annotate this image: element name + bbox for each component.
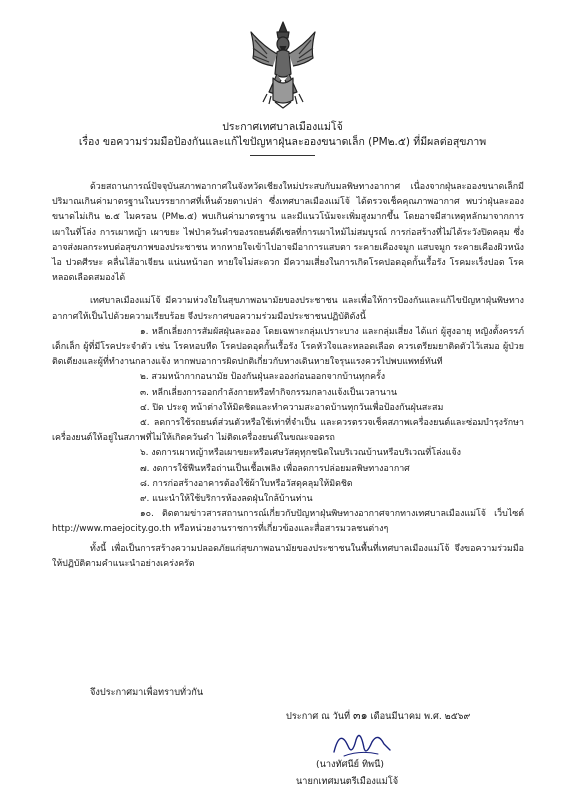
date-day: ๓๑ bbox=[353, 709, 368, 722]
announcement-body bbox=[52, 180, 524, 572]
title-divider bbox=[250, 155, 315, 156]
list-item: ๒. สวมหน้ากากอนามัย ป้องกันฝุ่นละอองก่อนออกจากบ้านทุกครั้ง bbox=[140, 372, 386, 383]
garuda-emblem-icon bbox=[243, 18, 323, 110]
date-month-year: เดือนมีนาคม พ.ศ. ๒๕๖๙ bbox=[370, 711, 471, 722]
signer-position: นายกเทศมนตรีเมืองแม่โจ้ bbox=[296, 776, 399, 787]
paragraph-situation: ด้วยสถานการณ์ปัจจุบันสภาพอากาศในจังหวัดเชียงใหม่ประสบกับมลพิษทางอากาศ เนื่องจากฝุ่นละอองขนาดเล็กมีปริมาณเกินค่ามาตรฐานในบรรยากาศที่เห็นด้วยตาเปล่า ซึ่งเทศบาลเมืองแม่โจ้ ได้ตรวจเช็คคุณภาพอากาศ พบว่าฝุ่นละอองขนาดไม่เกิน ๒.๕ ไมครอน (PM๒.๕) พบเกินค่ามาตรฐาน และมีแนวโน้มจะเพิ่มสูงมากขึ้น โดยอาจมีสาเหตุหลักมาจากการเผาในที่โล่ง การเผาหญ้า เผาขยะ ไฟป่าควันดำของรถยนต์ดีเซลที่การเผาไหม้ไม่สมบูรณ์ การก่อสร้างที่ไม่ได้ระวังปิดคลุม ซึ่งอาจส่งผลกระทบต่อสุขภาพของประชาชน หากหายใจเข้าไปอาจมีอาการแสบตา ระคายเคืองจมูก แสบจมูก ระคายเคืองผิวหนัง ไอ ปวดศีรษะ คลื่นไส้อาเจียน แน่นหน้าอก หายใจไม่สะดวก มีความเสี่ยงในการเกิดโรคปอดอุดกั้นเรื้อรัง โรคมะเร็งปอด โรคหลอดเลือดสมองได้ bbox=[52, 182, 524, 284]
list-item: ๓. หลีกเลี่ยงการออกกำลังกายหรือทำกิจกรรมกลางแจ้งเป็นเวลานาน bbox=[140, 387, 398, 398]
date-prefix: ประกาศ ณ วันที่ bbox=[286, 711, 351, 722]
list-item: ๑. หลีกเลี่ยงการสัมผัสฝุ่นละออง โดยเฉพาะกลุ่มเปราะบาง และกลุ่มเสี่ยง ได้แก่ ผู้สูงอายุ หญิงตั้งครรภ์ เด็กเล็ก ผู้ที่มีโรคประจำตัว เช่น โรคหอบหืด โรคปอดอุดกั้นเรื้อรัง โรคหัวใจและหลอดเลือด ควรเตรียมยาติดตัวไว้เสมอ ผู้ป่วยติดเตียงและผู้ที่ทำงานกลางแจ้ง หากพบอาการผิดปกติเกี่ยวกับทางเดินหายใจรุนแรงควรไปพบแพทย์ทันที bbox=[52, 326, 524, 368]
signer-name: (นางทัศนีย์ ทิพนี) bbox=[316, 759, 384, 770]
paragraph-footer: ทั้งนี้ เพื่อเป็นการสร้างความปลอดภัยแก่สุขภาพอนามัยของประชาชนในพื้นที่เทศบาลเมืองแม่โจ้ จึงขอความร่วมมือให้ปฏิบัติตามคำแนะนำอย่างเคร่งครัด bbox=[52, 543, 524, 569]
closing-line: จึงประกาศมาเพื่อทราบทั่วกัน bbox=[90, 687, 204, 698]
list-item: ๗. งดการใช้ฟืนหรือถ่านเป็นเชื้อเพลิง เพื่อลดการปล่อยมลพิษทางอากาศ bbox=[140, 463, 410, 474]
list-item: ๔. ปิด ประตู หน้าต่างให้มิดชิดและทำความสะอาดบ้านทุกวันเพื่อป้องกันฝุ่นสะสม bbox=[140, 402, 444, 413]
list-item: ๙. แนะนำให้ใช้บริการห้องลดฝุ่นใกล้บ้านท่าน bbox=[140, 494, 313, 505]
list-item: ๖. งดการเผาหญ้าหรือเผาขยะหรือเศษวัสดุทุกชนิดในบริเวณบ้านหรือบริเวณที่โล่งแจ้ง bbox=[140, 448, 461, 459]
list-item: ๑๐. ติดตามข่าวสารสถานการณ์เกี่ยวกับปัญหาฝุ่นพิษทางอากาศจากทางเทศบาลเมืองแม่โจ้ เว็บไซต์ http://www.maejocity.go.th หรือหน่วยงานราชการที่เกี่ยวข้องและสื่อสารมวลชนต่างๆ bbox=[52, 509, 524, 535]
paragraph-request: เทศบาลเมืองแม่โจ้ มีความห่วงใยในสุขภาพอนามัยของประชาชน และเพื่อให้การป้องกันและแก้ไขปัญหาฝุ่นพิษทางอากาศให้เป็นไปด้วยความเรียบร้อย จึงประกาศขอความร่วมมือประชาชนปฏิบัติดังนี้ bbox=[52, 296, 524, 322]
list-item: ๕. ลดการใช้รถยนต์ส่วนตัวหรือใช้เท่าที่จำเป็น และควรตรวจเช็คสภาพเครื่องยนต์และซ่อมบำรุงรักษาเครื่องยนต์ให้อยู่ในสภาพที่ไม่ให้เกิดควันดำ ไม่ติดเครื่องยนต์ในขณะจอดรถ bbox=[52, 418, 524, 444]
subject-title: เรื่อง ขอความร่วมมือป้องกันและแก้ไขปัญหาฝุ่นละอองขนาดเล็ก (PM๒.๕) ที่มีผลต่อสุขภาพ bbox=[78, 136, 487, 148]
list-item: ๘. การก่อสร้างอาคารต้องใช้ผ้าใบหรือวัสดุคลุมให้มิดชิด bbox=[140, 478, 353, 489]
office-title: ประกาศเทศบาลเมืองแม่โจ้ bbox=[222, 121, 343, 133]
